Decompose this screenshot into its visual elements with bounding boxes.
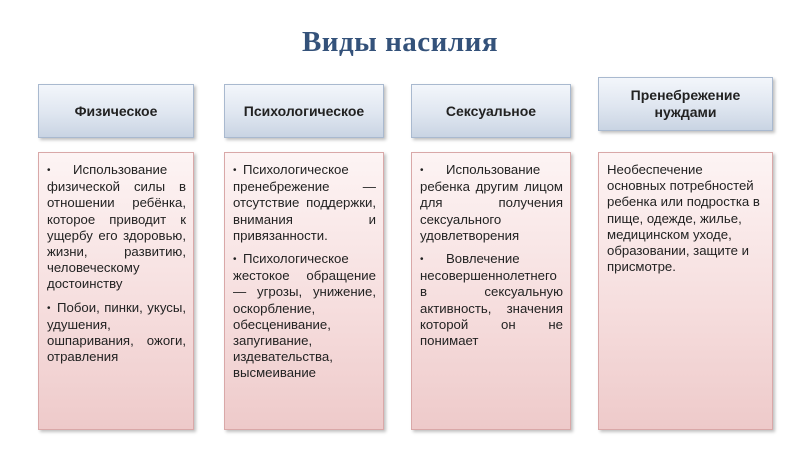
neglect-definition-text: Необеспечение основных потребностей ребенка или подростка в пище, одежде, жилье, медицинском уходе, образовании, защите и присмотре. xyxy=(607,162,760,275)
header-sexual-label: Сексуальное xyxy=(445,102,537,119)
bullet-icon: • xyxy=(420,254,424,266)
sexual-involvement-text: Вовлечение несовершеннолетнего в сексуальную активность, значения которой он не понимает xyxy=(420,251,563,349)
bullet-icon: • xyxy=(420,165,424,176)
physical-definition-text: Использование физической силы в отношении ребёнка, которое приводит к ущербу его здоровью, жизни, развитию, человеческому достоинству xyxy=(47,162,186,292)
header-psychological xyxy=(224,84,384,138)
sexual-definition-text: Использование ребенка другим лицом для получения сексуального удовлетворения xyxy=(420,162,563,243)
neglect-definition xyxy=(607,162,765,275)
psych-neglect xyxy=(233,162,376,244)
content-psychological xyxy=(224,152,384,430)
bullet-icon: • xyxy=(233,254,237,266)
bullet-icon: • xyxy=(47,165,51,176)
psych-abuse-text: Психологическое жестокое обращение — угрозы, унижение, оскорбление, обесценивание, запугивание, издевательства, высмеивание xyxy=(233,251,376,381)
header-sexual xyxy=(411,84,571,138)
header-physical xyxy=(38,84,194,138)
content-neglect xyxy=(598,152,773,430)
psych-neglect-text: Психологическое пренебрежение — отсутствие поддержки, внимания и привязанности. xyxy=(233,162,376,243)
physical-examples xyxy=(47,300,186,366)
bullet-icon: • xyxy=(47,302,51,314)
psych-abuse xyxy=(233,251,376,382)
header-physical-label: Физическое xyxy=(74,102,158,119)
sexual-involvement xyxy=(420,251,563,349)
header-psychological-label: Психологическое xyxy=(243,102,365,119)
header-neglect-label: Пренебрежение нуждами xyxy=(630,87,741,120)
sexual-definition xyxy=(420,162,563,244)
header-neglect xyxy=(598,77,773,131)
physical-examples-text: Побои, пинки, укусы, удушения, ошпаривания, ожоги, отравления xyxy=(47,299,186,365)
content-sexual xyxy=(411,152,571,430)
bullet-icon: • xyxy=(233,165,237,176)
physical-definition xyxy=(47,162,186,293)
slide-title: Виды насилия xyxy=(301,26,499,58)
content-physical xyxy=(38,152,194,430)
